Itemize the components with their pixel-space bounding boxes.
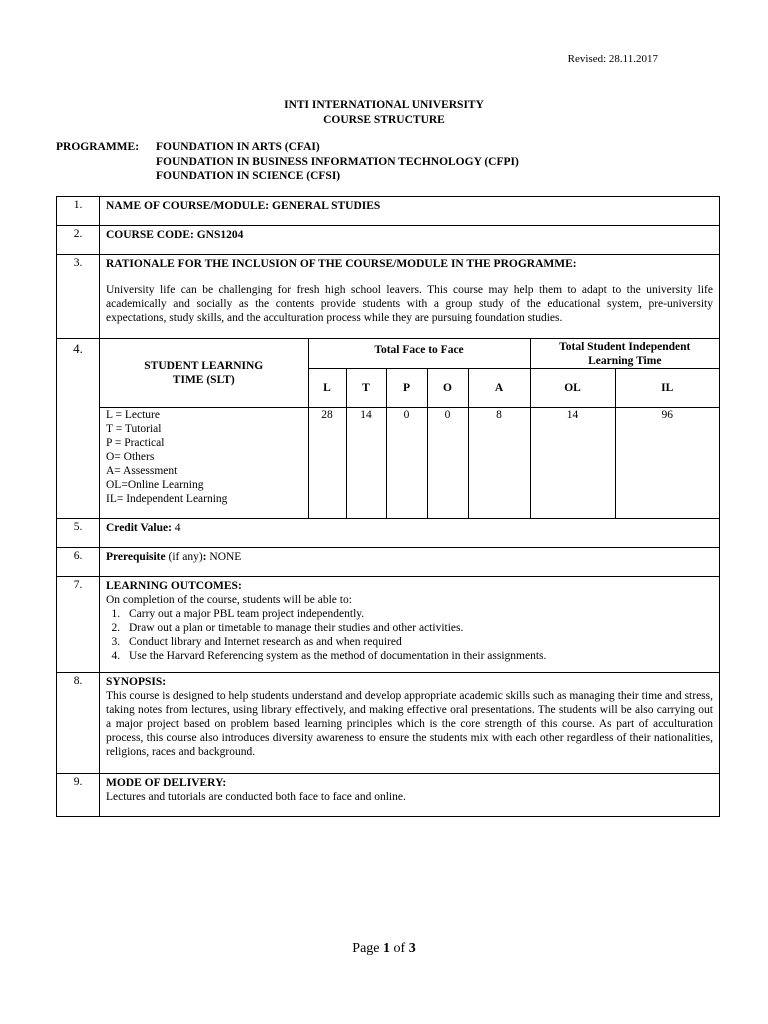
rationale-title: RATIONALE FOR THE INCLUSION OF THE COURSE/MODULE IN THE PROGRAMME:	[106, 258, 577, 270]
programme-item: FOUNDATION IN BUSINESS INFORMATION TECHNOLOGY (CFPI)	[156, 155, 519, 168]
university-name: INTI INTERNATIONAL UNIVERSITY	[284, 99, 484, 111]
table-row	[57, 226, 720, 255]
synopsis-body: This course is designed to help students understand and develop appropriate academic skills such as managing their time and stress, taking notes from lectures, using library effectively, and making effective oral presentations. The students will be also carrying out a major project based on problem based learning principles which is the core strength of this course. As part of acculturation process, this course also introduces diversity awareness to ensure the students mix with each other regardless of their nationalities, religions, races and background.	[106, 689, 713, 758]
table-row	[57, 672, 720, 773]
row-number: 7.	[57, 576, 100, 672]
slt-label: STUDENT LEARNING TIME (SLT)	[100, 339, 308, 408]
col-header: T	[346, 369, 386, 408]
table-row	[57, 773, 720, 816]
credit-value	[100, 519, 719, 539]
programme-block	[56, 140, 519, 184]
delivery-body: Lectures and tutorials are conducted both face to face and online.	[106, 790, 406, 803]
prerequisite-label: Prerequisite	[106, 550, 166, 563]
col-header: P	[386, 369, 427, 408]
row-number: 5.	[57, 518, 100, 547]
table-row	[57, 576, 720, 672]
row-number: 3.	[57, 255, 100, 339]
credit-number: 4	[171, 521, 181, 534]
legend-item: IL= Independent Learning	[106, 493, 228, 505]
page-number: 1	[383, 941, 391, 956]
face-to-face-header: Total Face to Face	[308, 339, 530, 369]
slt-value: 14	[346, 408, 386, 518]
slt-value: 28	[308, 408, 346, 518]
learning-outcomes-intro: On completion of the course, students will be able to:	[106, 593, 352, 606]
legend-item: OL=Online Learning	[106, 479, 204, 491]
slt-value: 96	[615, 408, 719, 518]
slt-table	[100, 339, 719, 518]
programme-label: PROGRAMME:	[56, 141, 140, 153]
row-number: 1.	[57, 197, 100, 226]
col-header: A	[468, 369, 530, 408]
synopsis-title: SYNOPSIS:	[106, 675, 167, 688]
list-item: 1. Carry out a major PBL team project independently.	[123, 607, 713, 621]
col-header: OL	[530, 369, 615, 408]
prerequisite-colon: :	[202, 550, 207, 563]
page-word: Page	[352, 941, 384, 956]
slt-value: 0	[427, 408, 468, 518]
table-row	[57, 255, 720, 339]
prerequisite-value: NONE	[206, 550, 242, 563]
slt-value: 14	[530, 408, 615, 518]
learning-outcomes-title: LEARNING OUTCOMES:	[106, 579, 242, 592]
revised-date: Revised: 28.11.2017	[567, 53, 658, 65]
list-item: 2. Draw out a plan or timetable to manage their studies and other activities.	[123, 621, 713, 635]
list-item: 4. Use the Harvard Referencing system as the method of documentation in their assignments.	[123, 649, 713, 663]
course-name: NAME OF COURSE/MODULE: GENERAL STUDIES	[106, 200, 381, 212]
learning-outcomes-list	[106, 607, 713, 663]
page-total: 3	[408, 941, 416, 956]
table-row	[57, 197, 720, 226]
row-number: 6.	[57, 547, 100, 576]
doc-title: COURSE STRUCTURE	[323, 114, 445, 126]
table-row	[57, 518, 720, 547]
credit-label: Credit Value:	[106, 521, 172, 534]
rationale-body: University life can be challenging for fresh high school leavers. This course may help them to adapt to the university life academically and socially as the contents provide students with a group study of the educational system, pre-university expectations, study skills, and the acculturation process while they are pursuing foundation studies.	[106, 284, 713, 324]
delivery-title: MODE OF DELIVERY:	[106, 776, 227, 789]
table-row	[57, 339, 720, 519]
legend-item: A= Assessment	[106, 465, 178, 477]
col-header: IL	[615, 369, 719, 408]
legend-item: O= Others	[106, 451, 155, 463]
legend-item: L = Lecture	[106, 409, 160, 421]
list-item: 3. Conduct library and Internet research as and when required	[123, 635, 713, 649]
col-header: L	[308, 369, 346, 408]
legend-item: T = Tutorial	[106, 423, 162, 435]
col-header: O	[427, 369, 468, 408]
slt-legend	[100, 408, 308, 518]
of-word: of	[390, 941, 409, 956]
prerequisite	[100, 548, 719, 568]
table-row	[57, 547, 720, 576]
row-number: 2.	[57, 226, 100, 255]
independent-header: Total Student Independent Learning Time	[530, 339, 719, 369]
prerequisite-paren: (if any)	[165, 550, 203, 563]
slt-value: 0	[386, 408, 427, 518]
course-code: COURSE CODE: GNS1204	[106, 229, 244, 241]
page-footer	[0, 941, 768, 957]
row-number: 4.	[57, 339, 100, 519]
course-structure-table	[56, 196, 720, 817]
slt-value: 8	[468, 408, 530, 518]
row-number: 8.	[57, 672, 100, 773]
programme-item: FOUNDATION IN SCIENCE (CFSI)	[156, 170, 341, 182]
legend-item: P = Practical	[106, 437, 165, 449]
document-heading	[0, 98, 768, 128]
row-number: 9.	[57, 773, 100, 816]
programme-item: FOUNDATION IN ARTS (CFAI)	[156, 141, 320, 153]
